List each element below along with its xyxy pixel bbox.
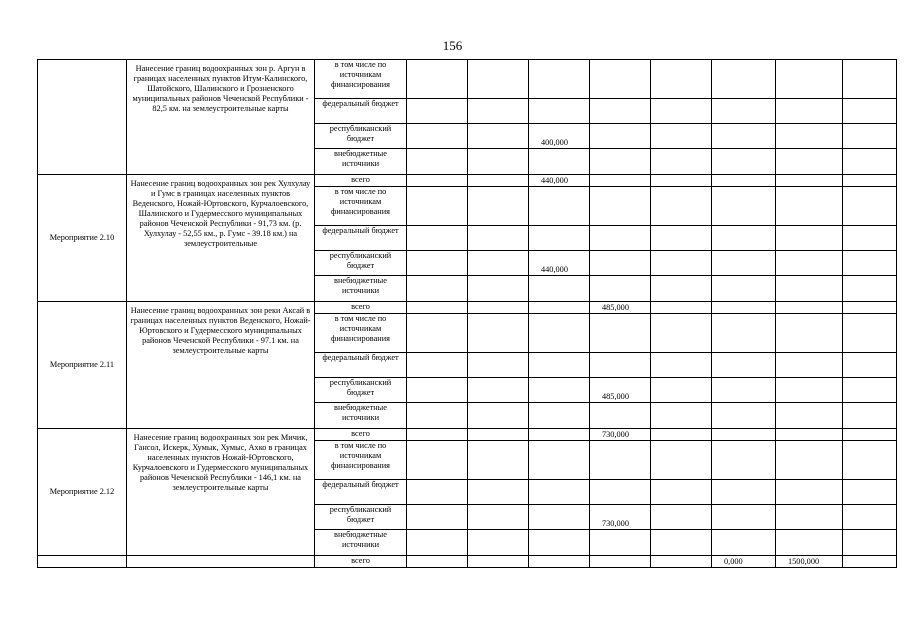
- category-cell: всего: [315, 429, 407, 441]
- description-cell: Нанесение границ водоохранных зон рек Мичик, Гансол, Искерк, Хумык, Хумыс, Ахко в границах населенных пунктов Ножай-Юртовского, Курчалоевского и Гудермесского муниципальных районов Чеченской Республики - 146,1 км. на землеустроительные карты: [127, 429, 315, 556]
- description-cell: Нанесение границ водоохранных зон рек Хулхулау и Гумс в границах населенных пунктов Веденского, Ножай-Юртовского, Курчалоевского, Шалинского и Гудермесского муниципальных районов Чеченской Республики - 91,73 км. (р. Хулхулау - 52,55 км., р. Гумс - 39.18 км.) на землеустроительные: [127, 175, 315, 302]
- category-cell: внебюджетные источники: [315, 530, 407, 556]
- table-row: [38, 60, 897, 99]
- page-number: 156: [442, 38, 463, 53]
- category-cell: внебюджетные источники: [315, 149, 407, 175]
- table-row: [38, 302, 897, 314]
- category-cell: федеральный бюджет: [315, 480, 407, 505]
- measure-cell: Мероприятие 2.11: [38, 302, 127, 429]
- value-cell: 485,000: [590, 378, 651, 403]
- financing-table: [37, 59, 897, 568]
- category-cell: федеральный бюджет: [315, 353, 407, 378]
- category-cell: внебюджетные источники: [315, 403, 407, 429]
- category-cell: внебюджетные источники: [315, 276, 407, 302]
- measure-cell: Мероприятие 2.12: [38, 429, 127, 556]
- category-cell: всего: [315, 302, 407, 314]
- table-row-total: [38, 556, 897, 568]
- description-cell: Нанесение границ водоохранных зон реки Аксай в границах населенных пунктов Веденского, Ножай-Юртовского и Гудермесского муниципальных районов Чеченской Республики - 97.1 км. на землеустроительные карты: [127, 302, 315, 429]
- category-cell: в том числе по источникам финансирования: [315, 60, 407, 99]
- total-cell: 485,000: [590, 302, 651, 314]
- measure-cell: [38, 60, 127, 175]
- value-cell: 730,000: [590, 505, 651, 530]
- category-cell: республиканский бюджет: [315, 378, 407, 403]
- category-cell: в том числе по источникам финансирования: [315, 187, 407, 226]
- measure-cell: Мероприятие 2.10: [38, 175, 127, 302]
- value-cell: 0,000: [712, 556, 776, 568]
- category-cell: всего: [315, 175, 407, 187]
- value-cell: 400,000: [529, 124, 590, 149]
- value-cell: 440,000: [529, 251, 590, 276]
- table-row: [38, 175, 897, 187]
- category-cell: федеральный бюджет: [315, 226, 407, 251]
- value-cell: 1500,000: [776, 556, 843, 568]
- category-cell: республиканский бюджет: [315, 505, 407, 530]
- category-cell: федеральный бюджет: [315, 99, 407, 124]
- category-cell: в том числе по источникам финансирования: [315, 314, 407, 353]
- category-cell: республиканский бюджет: [315, 124, 407, 149]
- total-cell: 730,000: [590, 429, 651, 441]
- description-cell: Нанесение границ водоохранных зон р. Аргун в границах населенных пунктов Итум-Калинского, Шатойского, Шалинского и Грозненского муниципальных районов Чеченской Республики - 82,5 км. на землеустроительные карты: [127, 60, 315, 175]
- table-row: [38, 429, 897, 441]
- category-cell: в том числе по источникам финансирования: [315, 441, 407, 480]
- category-cell: всего: [315, 556, 407, 568]
- total-cell: 440,000: [529, 175, 590, 187]
- category-cell: республиканский бюджет: [315, 251, 407, 276]
